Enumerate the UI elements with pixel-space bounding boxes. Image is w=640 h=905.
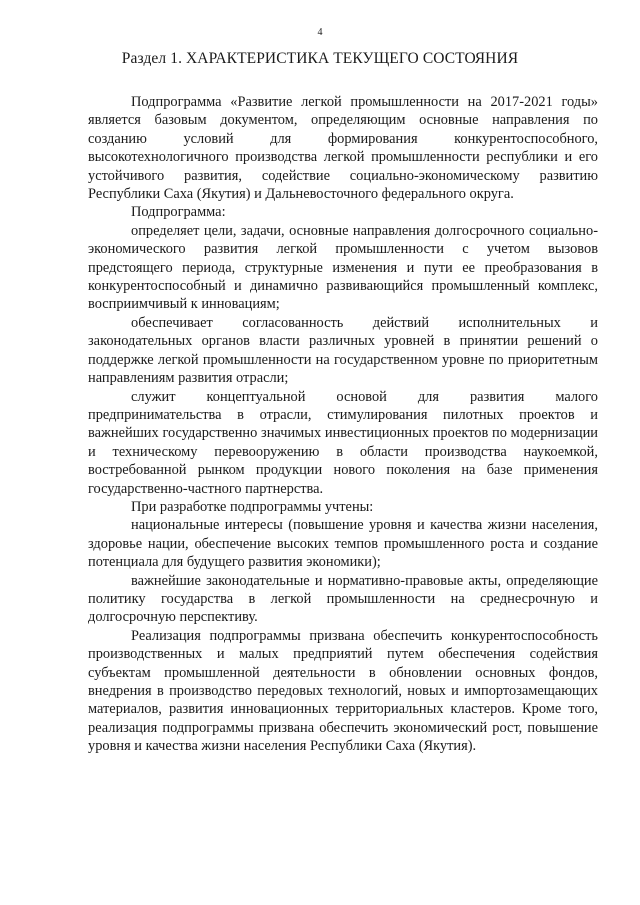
paragraph-national-interests: национальные интересы (повышение уровня и качества жизни населения, здоровье нации, обеспечение высоких темпов промышленного роста и создание потенциала для будущего развития экономики); bbox=[88, 517, 598, 571]
paragraph-ensures: обеспечивает согласованность действий исполнительных и законодательных органов власти различных уровней в принятии решений о поддержке легкой промышленности на государственном уровне по приоритетным направлениям развития отрасли; bbox=[88, 314, 598, 387]
document-body bbox=[88, 93, 598, 756]
paragraph-defines: определяет цели, задачи, основные направления долгосрочного социально-экономического развития легкой промышленности с учетом вызовов предстоящего периода, структурные изменения и пути ее преобразования в конкурентоспособный и динамично развивающийся промышленный комплекс, восприимчивый к инновациям; bbox=[88, 222, 598, 313]
paragraph-considered-heading: При разработке подпрограммы учтены: bbox=[131, 498, 374, 515]
paragraph-serves: служит концептуальной основой для развития малого предпринимательства в отрасли, стимулирования пилотных проектов и важнейших государственно значимых инвестиционных проектов по модернизации и техническому перевооружению в области производства наукоемкой, востребованной рынком продукции нового поколения на базе применения государственно-частного партнерства. bbox=[88, 388, 598, 497]
paragraph-implementation: Реализация подпрограммы призвана обеспечить конкурентоспособность производственных и малых предприятий путем обеспечения содействия субъектам промышленной деятельности в обновлении основных фондов, внедрения в производство передовых технологий, новых и импортозамещающих материалов, развития инновационных территориальных кластеров. Кроме того, реализация подпрограммы призвана обеспечить экономический рост, повышение уровня и качества жизни населения Республики Саха (Якутия). bbox=[88, 627, 598, 755]
paragraph-subprogram-heading: Подпрограмма: bbox=[131, 204, 226, 221]
page-number: 4 bbox=[317, 27, 323, 38]
section-title: Раздел 1. ХАРАКТЕРИСТИКА ТЕКУЩЕГО СОСТОЯНИЯ bbox=[121, 50, 519, 67]
paragraph-legal-acts: важнейшие законодательные и нормативно-правовые акты, определяющие политику государства в легкой промышленности на среднесрочную и долгосрочную перспективу. bbox=[88, 572, 598, 626]
paragraph-intro: Подпрограмма «Развитие легкой промышленности на 2017-2021 годы» является базовым документом, определяющим основные направления по созданию условий для формирования конкурентоспособного, высокотехнологичного производства легкой промышленности республики и его устойчивого развития, содействие социально-экономическому развитию Республики Саха (Якутия) и Дальневосточного федерального округа. bbox=[88, 94, 598, 203]
